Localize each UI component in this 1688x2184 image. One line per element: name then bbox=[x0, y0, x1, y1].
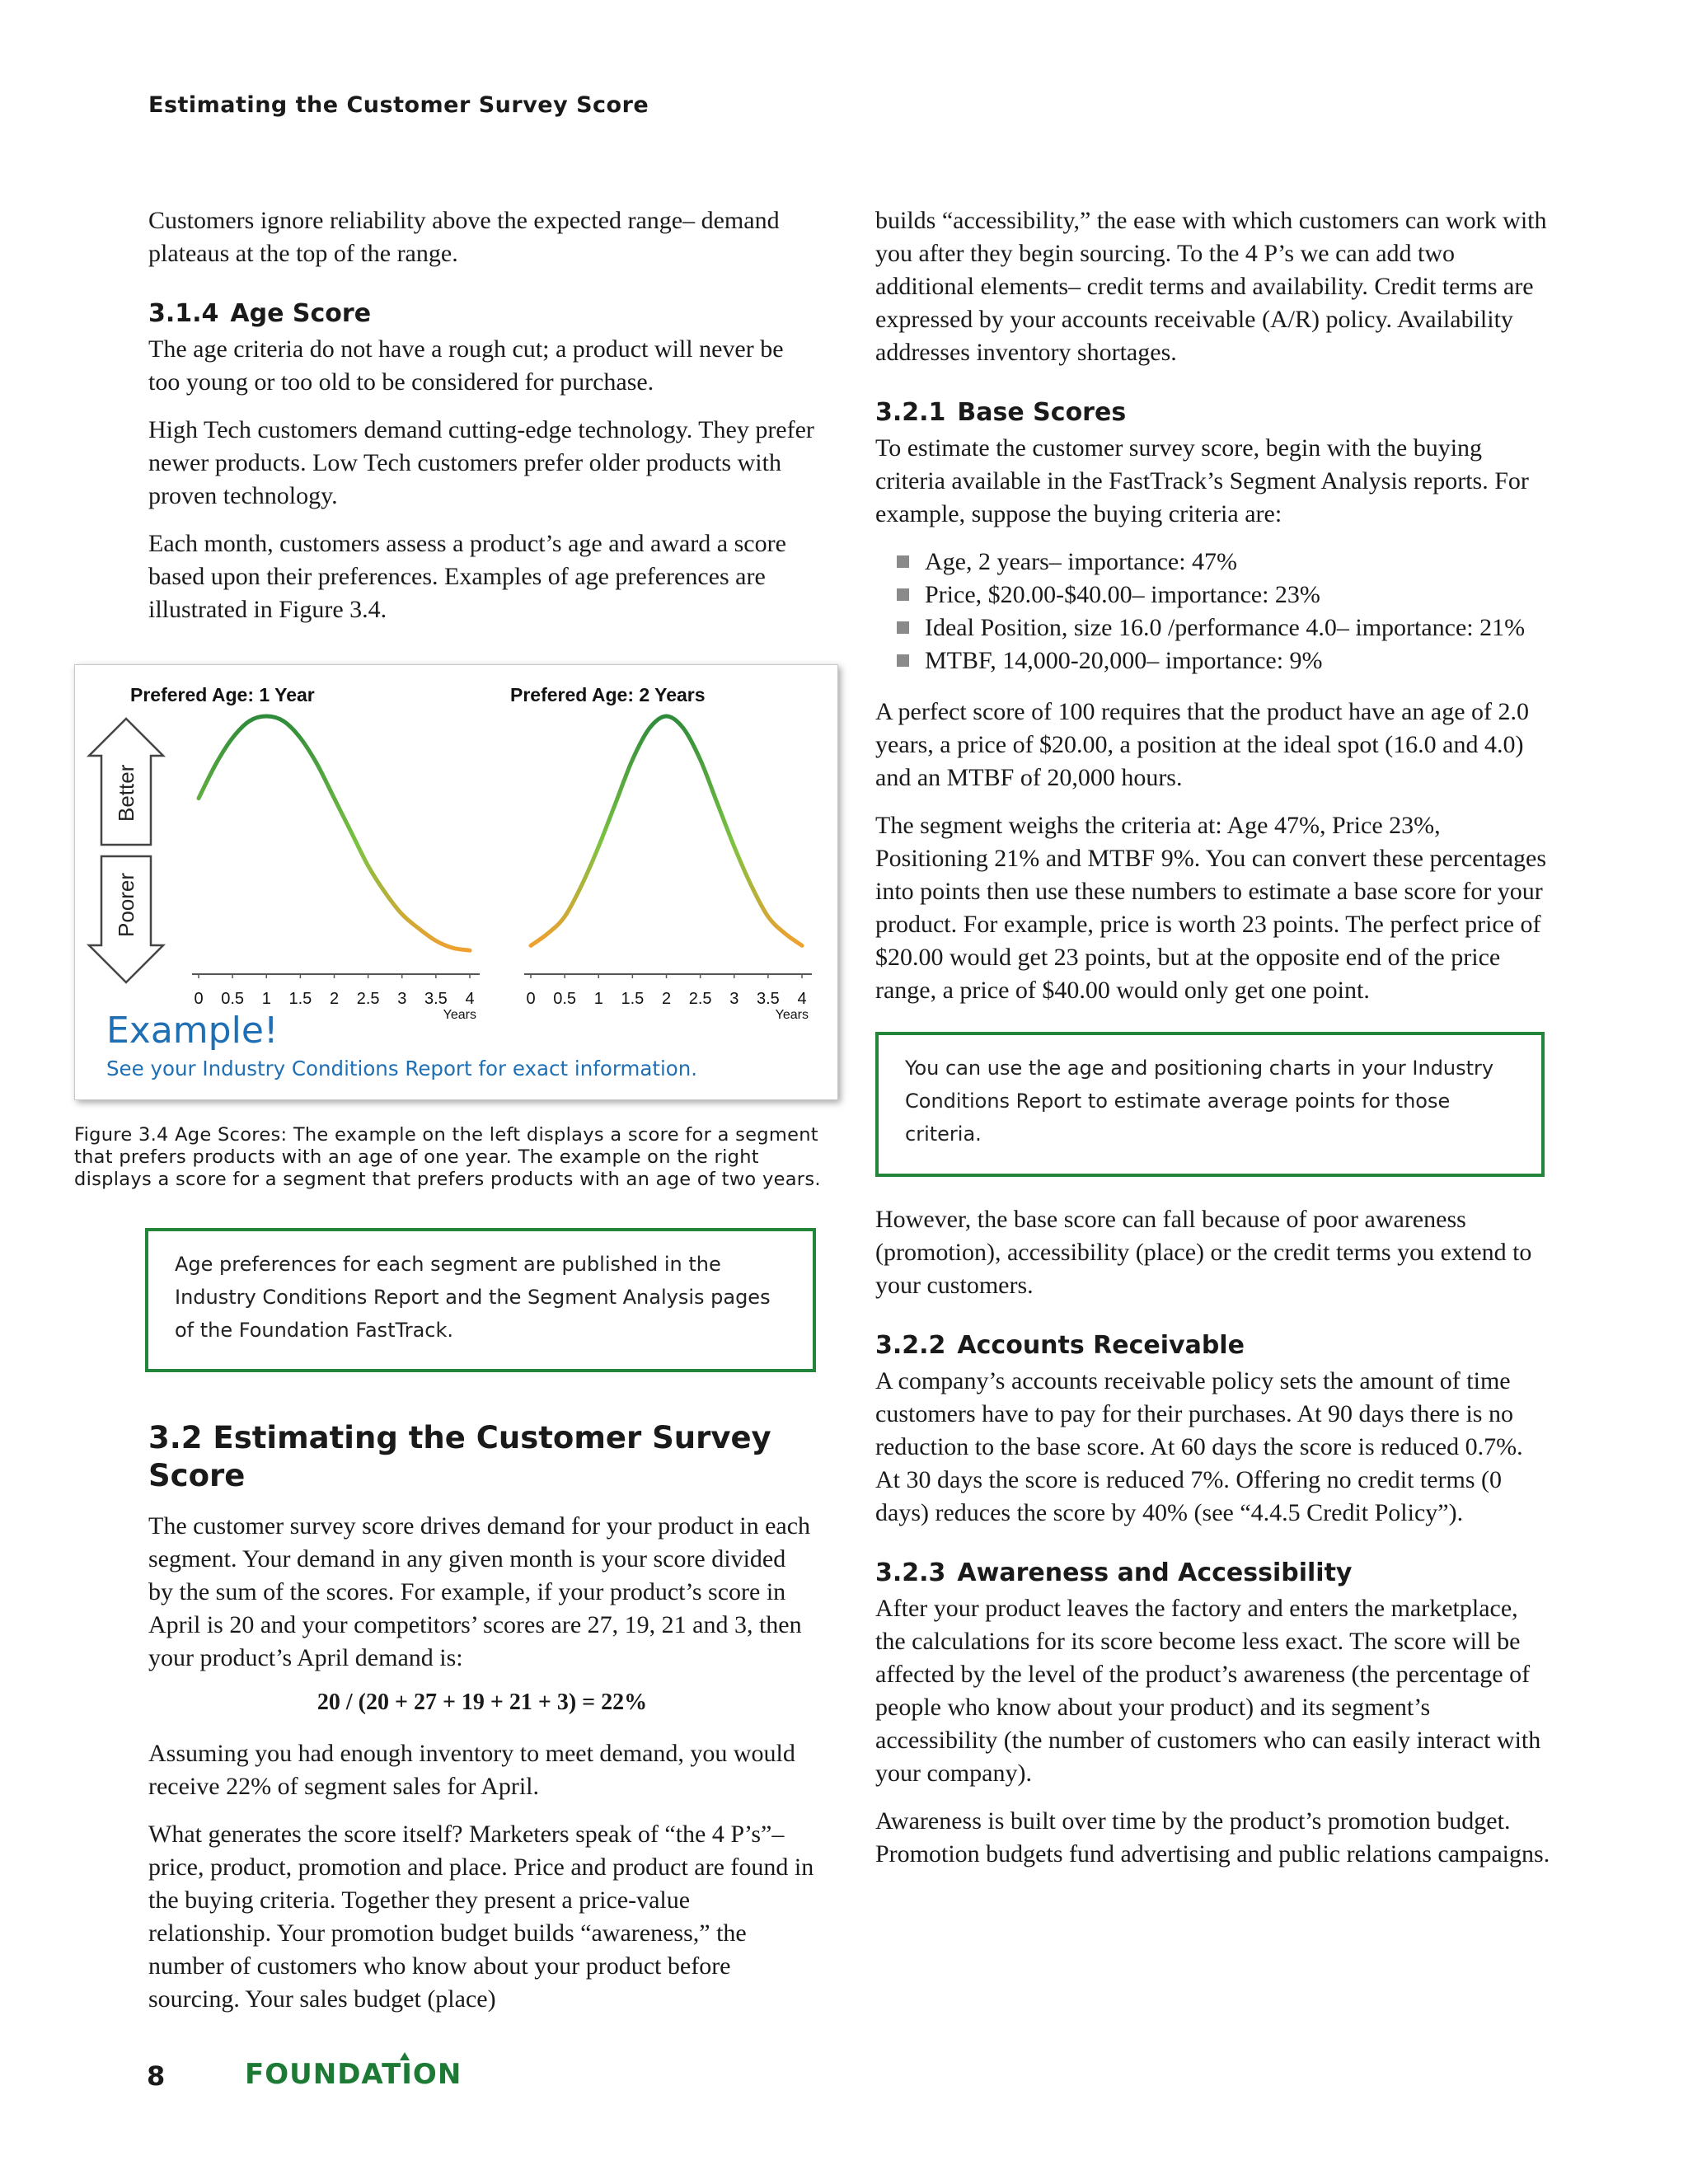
score-curve bbox=[531, 716, 802, 945]
bullet-square-icon bbox=[897, 588, 909, 601]
section-3-2-paragraph-3: What generates the score itself? Marketers speak of “the 4 P’s”–price, product, promotion and place. Price and product are found in the buying criteria. Together they present a price-value relationship. Your promotion budget builds “awareness,” the number of customers who know about your product before sourcing. Your sales budget (place) bbox=[148, 1821, 814, 2013]
section-3-2-paragraph-1: The customer survey score drives demand for your product in each segment. Your demand in any given month is your score divided by the sum of the scores. For example, if your product’s score in April is 20 and your competitors’ scores are 27, 19, 21 and 3, then your product’s April demand is: bbox=[148, 1512, 811, 1671]
right-column bbox=[875, 204, 1551, 1886]
figure-caption: Figure 3.4 Age Scores: The example on the left displays a score for a segment that prefers products with an age of one year. The example on the right displays a score for a segment that prefers products with an age of two years. bbox=[74, 1124, 821, 1190]
x-tick-label: 1.5 bbox=[621, 990, 645, 1008]
demand-formula: 20 / (20 + 27 + 19 + 21 + 3) = 22% bbox=[316, 1690, 648, 1715]
age-score-paragraph-2: High Tech customers demand cutting-edge technology. They prefer newer products. Low Tech customers prefer older products with proven technology. bbox=[148, 416, 814, 509]
x-tick-label: 4 bbox=[465, 990, 475, 1008]
foundation-logo bbox=[243, 2050, 490, 2091]
better-label: Better bbox=[114, 764, 138, 822]
age-score-charts bbox=[75, 665, 837, 1099]
x-tick-label: 4 bbox=[797, 990, 807, 1008]
reliability-paragraph: Customers ignore reliability above the expected range– demand plateaus at the top of the range. bbox=[148, 207, 780, 267]
section-3-2-paragraph-2: Assuming you had enough inventory to meet demand, you would receive 22% of segment sales for April. bbox=[148, 1740, 795, 1800]
accounts-receivable-number: 3.2.2 bbox=[875, 1331, 946, 1360]
example-label: Example! bbox=[106, 1010, 279, 1052]
age-preferences-note: Age preferences for each segment are published in the Industry Conditions Report and the Segment Analysis pages of the Foundation FastTrack. bbox=[145, 1228, 816, 1372]
base-scores-paragraph-2: A perfect score of 100 requires that the product have an age of 2.0 years, a price of $20.00, a position at the ideal spot (16.0 and 4.0) and an MTBF of 20,000 hours. bbox=[875, 698, 1530, 791]
x-axis-label: Years bbox=[775, 1008, 809, 1022]
page-number: 8 bbox=[147, 2060, 166, 2092]
age-score-paragraph-3: Each month, customers assess a product’s age and award a score based upon their preferences. Examples of age preferences are illustrated in Figure 3.4. bbox=[148, 530, 786, 623]
chart-title: Prefered Age: 1 Year bbox=[130, 684, 315, 705]
x-tick-label: 1 bbox=[261, 990, 271, 1008]
chart-preferred-age-1 bbox=[130, 684, 480, 1022]
buying-criteria-list bbox=[875, 546, 1551, 677]
example-subtext: See your Industry Conditions Report for exact information. bbox=[106, 1057, 698, 1080]
x-tick-label: 2.5 bbox=[356, 990, 380, 1008]
x-tick-label: 0.5 bbox=[553, 990, 577, 1008]
x-tick-label: 0 bbox=[194, 990, 204, 1008]
chart-preferred-age-2 bbox=[510, 684, 812, 1022]
section-3-2 bbox=[148, 1419, 816, 2031]
awareness-title: Awareness and Accessibility bbox=[957, 1558, 1353, 1587]
better-poorer-arrows bbox=[89, 719, 163, 982]
awareness-heading bbox=[875, 1558, 1551, 1589]
age-score-figure bbox=[74, 664, 838, 1100]
poorer-label: Poorer bbox=[114, 872, 138, 937]
base-scores-paragraph-3: The segment weighs the criteria at: Age 47%, Price 23%, Positioning 21% and MTBF 9%. You can convert these percentages into points then use these numbers to estimate a base score for your product. For example, price is worth 23 points. The perfect price of $20.00 would get 23 points, but at the opposite end of the price range, a price of $40.00 would only get one point. bbox=[875, 812, 1547, 1004]
base-scores-paragraph-1: To estimate the customer survey score, begin with the buying criteria available in the FastTrack’s Segment Analysis reports. For example, suppose the buying criteria are: bbox=[875, 434, 1529, 527]
base-scores-title: Base Scores bbox=[957, 398, 1127, 427]
awareness-paragraph-2: Awareness is built over time by the product’s promotion budget. Promotion budgets fund advertising and public relations campaigns. bbox=[875, 1807, 1550, 1868]
accessibility-paragraph: builds “accessibility,” the ease with which customers can work with you after they begin sourcing. To the 4 P’s we can add two additional elements– credit terms and availability. Credit terms are expressed by your accounts receivable (A/R) policy. Availability addresses inventory shortages. bbox=[875, 207, 1547, 366]
section-3-2-title: 3.2 Estimating the Customer Survey Score bbox=[148, 1420, 771, 1493]
list-item: Age, 2 years– importance: 47% bbox=[925, 546, 1551, 579]
foundation-logo-icon bbox=[243, 2050, 490, 2087]
chart-title: Prefered Age: 2 Years bbox=[510, 684, 706, 705]
bullet-square-icon bbox=[897, 621, 909, 634]
age-score-title: Age Score bbox=[230, 299, 372, 328]
x-tick-label: 1 bbox=[593, 990, 603, 1008]
base-scores-number: 3.2.1 bbox=[875, 398, 946, 427]
x-tick-label: 2 bbox=[329, 990, 340, 1008]
x-tick-label: 3.5 bbox=[424, 990, 448, 1008]
list-item: Ideal Position, size 16.0 /performance 4.0– importance: 21% bbox=[925, 612, 1551, 644]
awareness-number: 3.2.3 bbox=[875, 1558, 946, 1587]
running-head: Estimating the Customer Survey Score bbox=[148, 92, 649, 118]
age-positioning-note: You can use the age and positioning charts in your Industry Conditions Report to estimate average points for those criteria. bbox=[875, 1032, 1545, 1177]
accounts-receivable-heading bbox=[875, 1330, 1551, 1361]
svg-text:FOUNDATION: FOUNDATION bbox=[245, 2058, 462, 2087]
age-score-number: 3.1.4 bbox=[148, 299, 219, 328]
x-tick-label: 0.5 bbox=[221, 990, 245, 1008]
left-column bbox=[148, 204, 816, 641]
x-tick-label: 1.5 bbox=[288, 990, 312, 1008]
x-axis-label: Years bbox=[443, 1008, 476, 1022]
x-tick-label: 3.5 bbox=[756, 990, 780, 1008]
accounts-receivable-paragraph: A company’s accounts receivable policy sets the amount of time customers have to pay for their purchases. At 90 days there is no reduction to the base score. At 60 days the score is reduced 0.7%. At 30 days the score is reduced 7%. Offering no credit terms (0 days) reduces the score by 40% (see “4.4.5 Credit Policy”). bbox=[875, 1367, 1523, 1526]
base-scores-heading bbox=[875, 397, 1551, 429]
awareness-paragraph-1: After your product leaves the factory and enters the marketplace, the calculations for its score become less exact. The score will be affected by the level of the product’s awareness (the percentage of people who know about your product) and its segment’s accessibility (the number of customers who can easily interact with your company). bbox=[875, 1595, 1541, 1787]
bullet-square-icon bbox=[897, 654, 909, 667]
age-score-paragraph-1: The age criteria do not have a rough cut; a product will never be too young or too old to be considered for purchase. bbox=[148, 335, 784, 396]
x-tick-label: 3 bbox=[729, 990, 739, 1008]
accounts-receivable-title: Accounts Receivable bbox=[957, 1331, 1245, 1360]
x-tick-label: 0 bbox=[526, 990, 536, 1008]
x-tick-label: 3 bbox=[397, 990, 407, 1008]
score-curve bbox=[199, 716, 470, 950]
bullet-square-icon bbox=[897, 555, 909, 568]
age-score-heading bbox=[148, 298, 816, 330]
list-item: MTBF, 14,000-20,000– importance: 9% bbox=[925, 644, 1551, 677]
list-item: Price, $20.00-$40.00– importance: 23% bbox=[925, 579, 1551, 612]
x-tick-label: 2 bbox=[661, 990, 672, 1008]
however-paragraph: However, the base score can fall because of poor awareness (promotion), accessibility (place) or the credit terms you extend to your customers. bbox=[875, 1206, 1532, 1299]
x-tick-label: 2.5 bbox=[688, 990, 712, 1008]
